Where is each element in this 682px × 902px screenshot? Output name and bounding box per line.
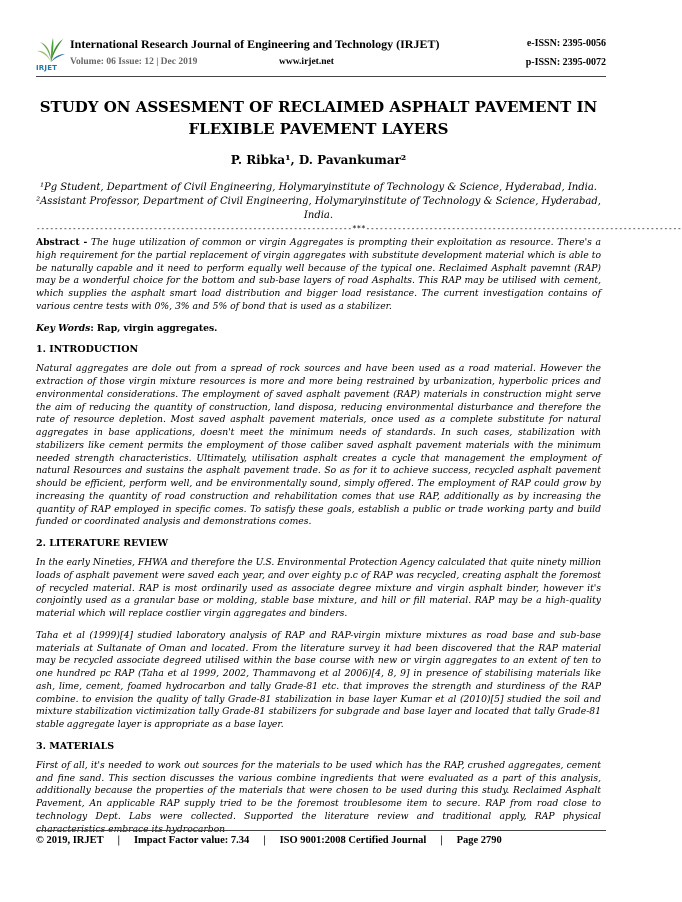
leaf-logo-icon [36, 36, 66, 64]
p-issn: p-ISSN: 2395-0072 [525, 57, 606, 68]
volume-issue: Volume: 06 Issue: 12 | Dec 2019 [70, 57, 198, 67]
section-heading-materials: 3. MATERIALS [36, 740, 115, 752]
keywords-label: Key Words [36, 322, 91, 334]
footer-iso: ISO 9001:2008 Certified Journal [279, 835, 427, 846]
abstract [36, 237, 601, 314]
section-heading-literature-review: 2. LITERATURE REVIEW [36, 538, 169, 549]
footer-impact-factor: Impact Factor value: 7.34 [133, 835, 250, 846]
footer-separator: | [263, 835, 266, 846]
paper-authors: P. Ribka¹, D. Pavankumar² [230, 153, 407, 167]
footer-separator: | [117, 835, 120, 846]
footer-divider [36, 830, 606, 831]
header-divider [36, 76, 606, 77]
journal-footer [36, 835, 606, 846]
e-issn: e-ISSN: 2395-0056 [526, 38, 606, 49]
affiliation-1: ¹Pg Student, Department of Civil Engineering, Holymaryinstitute of Technology & Science, Hyderabad, India. [39, 182, 597, 193]
footer-page-number: Page 2790 [456, 835, 502, 846]
keywords [36, 323, 601, 336]
introduction-paragraph: Natural aggregates are dole out from a spread of rock sources and have been used as a road material. However the extraction of those virgin mixture resources is more and more being restrained by urbanization, hyperbolic prices and environmental considerations. The employment of saved asphalt pavement (RAP) materials in construction might serve the aim of reducing the quantity of construction, land disposa, reducing environmental disturbance and therefore the rate of resource depletion. Most saved asphalt pavement materials, once used as a complete substitute for natural aggregates in base applications, doesn't meet the minimum needs of standards. In such cases, stabilization with stabilizers like cement permits the employment of those caliber saved asphalt pavement materials with the minimum needed strength characteristics. Ultimately, utilisation asphalt creates a cycle that management the employment of natural Resources and sustains the asphalt pavement trade. So as for it to achieve success, recycled asphalt pavement should be efficient, perform well, and be environmentally sound, simply offered. The employment of RAP could grow by increasing the quantity of road construction and rehabilitation comes that use RAP, additionally as by increasing the quantity of RAP employed in specific comes. To satisfy these goals, establish a public or trade working party and build funded or coordinated analysis and demonstrations comes. [36, 363, 601, 528]
literature-paragraph-1: In the early Nineties, FHWA and therefore the U.S. Environmental Protection Agency calculated that quite ninety million loads of asphalt pavement were saved each year, and over eighty p.c of RAP was recycled, creating asphalt the foremost of recycled material. RAP is most ordinarily used as associate degree mixture and virgin asphalt binder, however it's conjointly used as a granular base or molding, stable base mixture, and hill or fill material. RAP may be a high-quality material which will replace costlier virgin aggregates and binders. [36, 557, 601, 619]
abstract-separator: ----------------------------------------------------------------------***---------------------------------------------------------------------- [36, 224, 682, 233]
keywords-value: : Rap, virgin aggregates. [90, 322, 218, 334]
journal-header [36, 36, 606, 74]
abstract-text: The huge utilization of common or virgin Aggregates is prompting their exploitation as resource. There's a high requirement for the partial replacement of virgin aggregates with substitute development material which is able to be naturally capable and it need to perform equally well because of the typical one. Reclaimed Asphalt pavemnt (RAP) may be a wonderful choice for the bottom and sub-base layers of road Asphalts. This RAP may be utilised with cement, which supplies the asphalt smart load distribution and bigger load resistance. The current investigation contains of various centre tests with 0%, 3% and 5% of bond that is used as a stabilizer. [36, 237, 601, 312]
affiliation-2: ²Assistant Professor, Department of Civil Engineering, Holymaryinstitute of Technology & Science, Hyderabad, India. [36, 196, 601, 221]
journal-website: www.irjet.net [279, 57, 334, 67]
section-heading-introduction: 1. INTRODUCTION [36, 344, 139, 356]
footer-copyright: © 2019, IRJET [36, 835, 104, 846]
irjet-logo [36, 36, 66, 74]
materials-paragraph: First of all, it's needed to work out sources for the materials to be used which has the RAP, crushed aggregates, cement and fine sand. This section discusses the various combine ingredients that were evaluated as a part of this analysis, additionally because the properties of the materials that were chosen to be used during this study. Reclaimed Asphalt Pavement, An applicable RAP supply tried to be the foremost troublesome item to secure. RAP from road close to technology Dept. Labs were collected. Supported the literature review and traditional apply, RAP physical characteristics embrace its hydrocarbon [36, 759, 601, 835]
logo-text: IRJET [36, 64, 58, 72]
journal-title: International Research Journal of Engineering and Technology (IRJET) [70, 37, 440, 51]
paper-content [36, 96, 682, 835]
literature-paragraph-2: Taha et al (1999)[4] studied laboratory analysis of RAP and RAP-virgin mixture mixtures as road base and sub-base materials at Sultanate of Oman and located. From the literature survey it had been discovered that the RAP material may be recycled associate degreed utilised within the base course with new or virgin aggregates to an extent of ten to one hundred pc RAP (Taha et al 1999, 2002, Thammavong et al 2006)[4, 8, 9] in presence of stabilising materials like ash, lime, cement, foamed hydrocarbon and tally Grade-81 etc. that improves the strength and sturdiness of the RAP combine. to envision the quality of tally Grade-81 stabilization in base layer Kumar et al (2010)[5] studied the soil and mixture stabilization victimization tally Grade-81 stabilizers for subgrade and base layer and located that tally Grade-81 stable aggregate layer is appropriate as a base layer. [36, 629, 601, 730]
paper-title: STUDY ON ASSESMENT OF RECLAIMED ASPHALT PAVEMENT IN FLEXIBLE PAVEMENT LAYERS [39, 98, 598, 138]
footer-separator: | [440, 835, 443, 846]
abstract-label: Abstract - [36, 237, 88, 248]
